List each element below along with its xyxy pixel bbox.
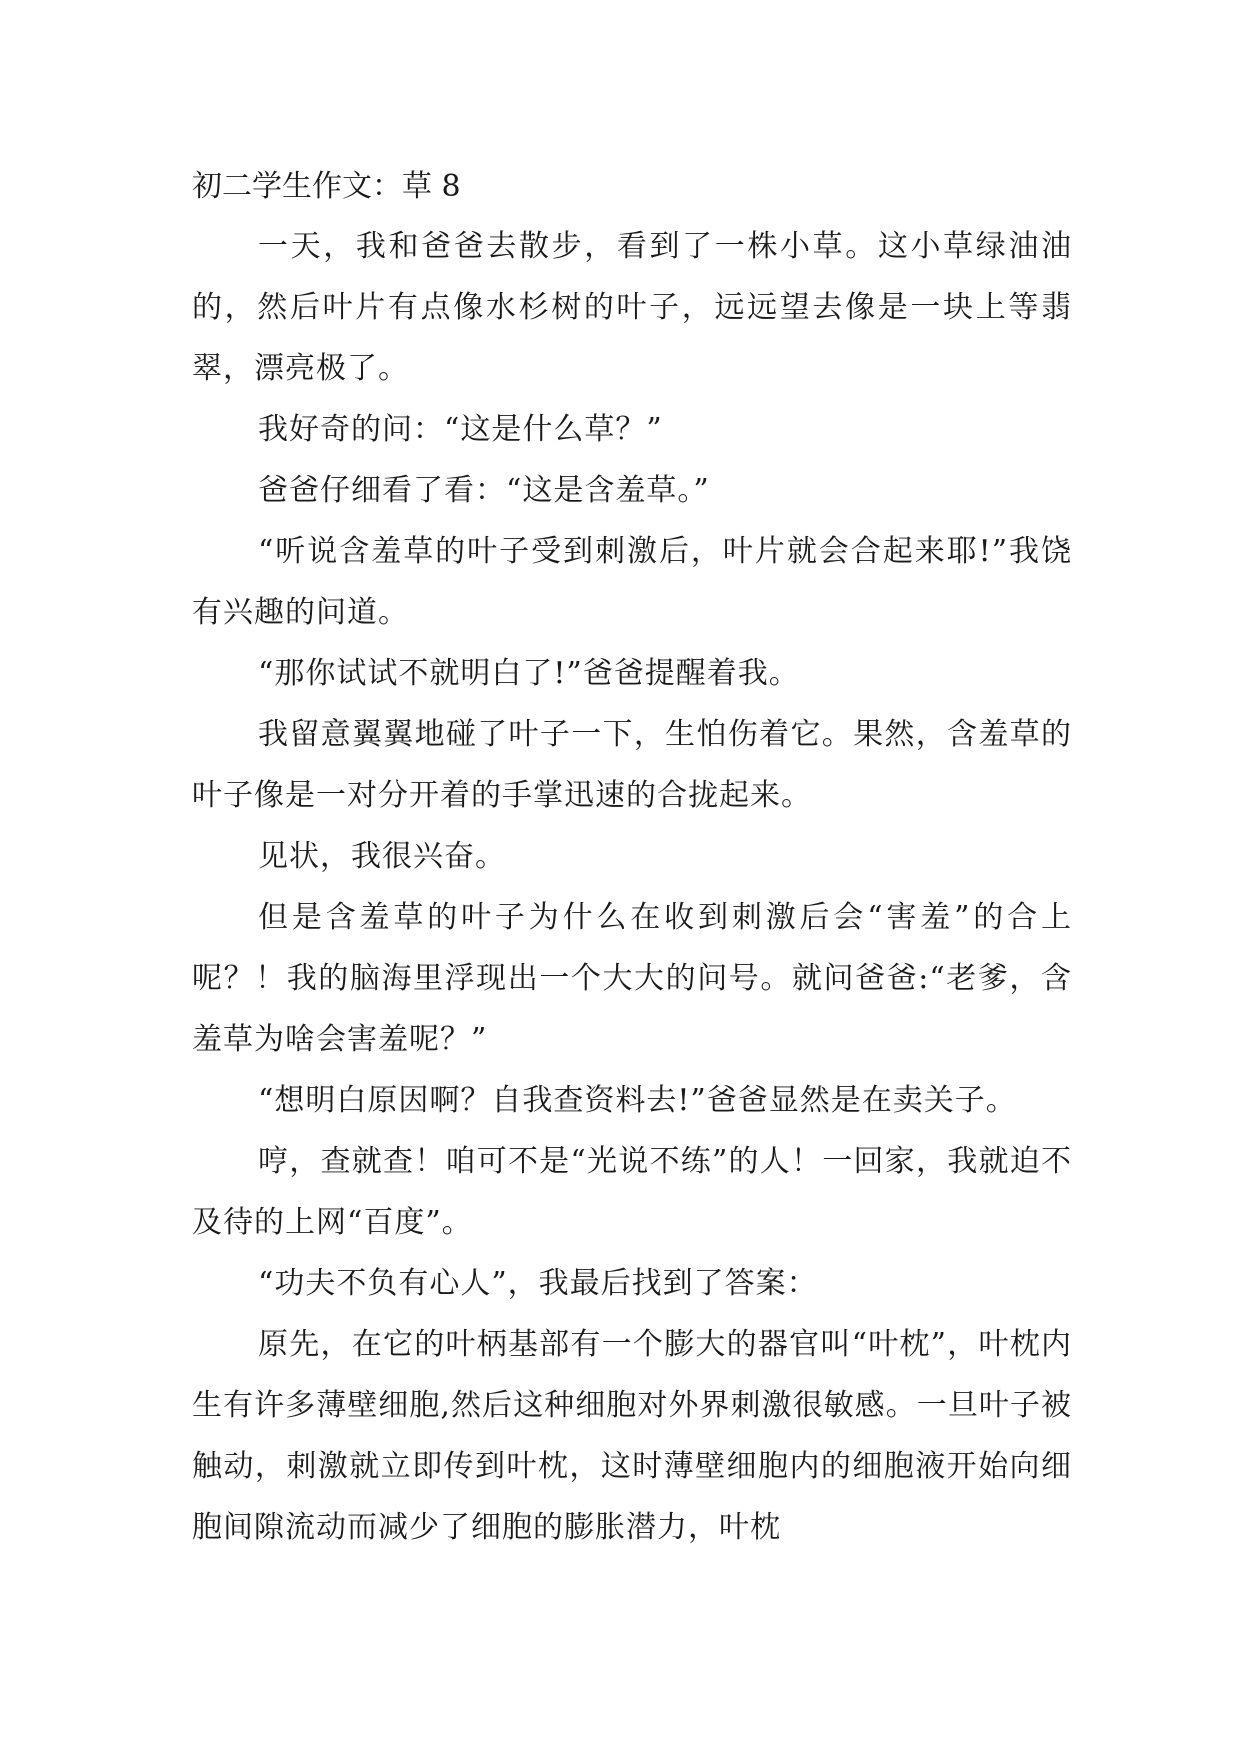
paragraph-10: 哼，查就查！咱可不是“光说不练”的人！一回家，我就迫不及待的上网“百度”。 [192,1144,1072,1240]
paragraph-11: “功夫不负有心人”，我最后找到了答案： [258,1266,818,1301]
document-page [192,158,1072,1558]
paragraph-6: 我留意翼翼地碰了叶子一下，生怕伤着它。果然，含羞草的叶子像是一对分开着的手掌迅速的合拢起来。 [192,717,1072,813]
paragraph-8: 但是含羞草的叶子为什么在收到刺激后会“害羞”的合上呢？！我的脑海里浮现出一个大大的问号。就问爸爸:“老爹，含羞草为啥会害羞呢？” [192,900,1072,1057]
paragraph-7: 见状，我很兴奋。 [258,839,506,874]
paragraph-1: 一天，我和爸爸去散步，看到了一株小草。这小草绿油油的，然后叶片有点像水杉树的叶子，远远望去像是一块上等翡翠，漂亮极了。 [192,229,1072,386]
document-title: 初二学生作文：草 8 [192,169,461,204]
paragraph-5: “那你试试不就明白了!”爸爸提醒着我。 [258,656,800,691]
paragraph-3: 爸爸仔细看了看：“这是含羞草。” [258,473,710,508]
paragraph-12: 原先，在它的叶柄基部有一个膨大的器官叫“叶枕”，叶枕内生有许多薄壁细胞,然后这种细胞对外界刺激很敏感。一旦叶子被触动，刺激就立即传到叶枕，这时薄壁细胞内的细胞液开始向细胞间隙流动而减少了细胞的膨胀潜力，叶枕 [192,1327,1072,1545]
paragraph-4: “听说含羞草的叶子受到刺激后，叶片就会合起来耶!”我饶有兴趣的问道。 [192,534,1072,630]
paragraph-9: “想明白原因啊？自我查资料去!”爸爸显然是在卖关子。 [258,1083,1017,1118]
paragraph-2: 我好奇的问：“这是什么草？” [258,412,663,447]
